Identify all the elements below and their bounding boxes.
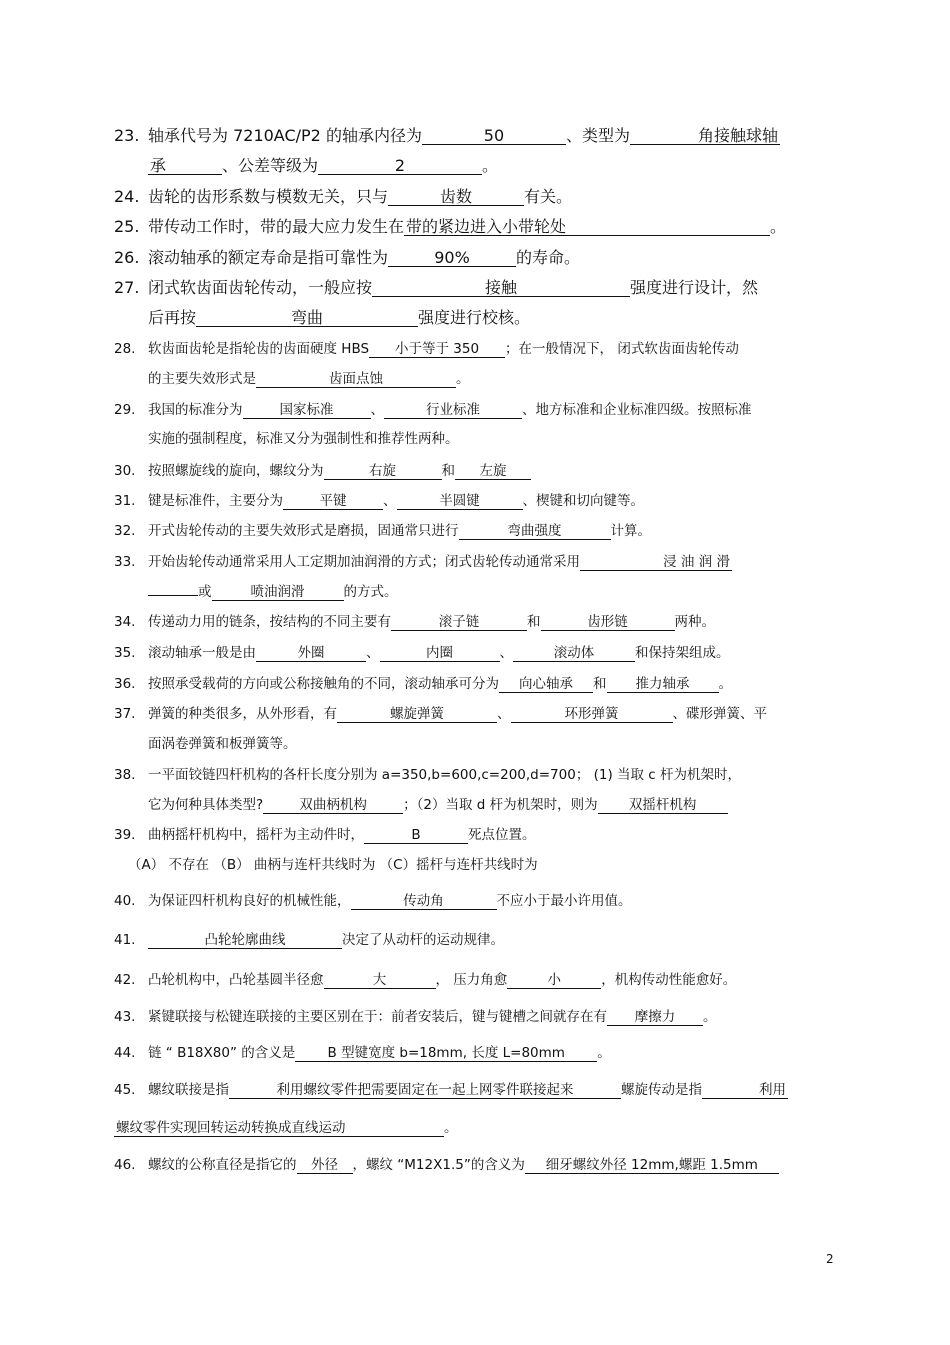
question-number: 46. bbox=[114, 1157, 136, 1173]
question-text: 的主要失效形式是 bbox=[148, 371, 256, 387]
question-number: 24. bbox=[114, 187, 140, 206]
question-text: ；在一般情况下， 闭式软齿面齿轮传动 bbox=[505, 341, 739, 357]
question-text: 面涡卷弹簧和板弹簧等。 bbox=[148, 736, 297, 752]
question-26-line-1 bbox=[114, 248, 844, 268]
answer-blank: 齿数 bbox=[388, 189, 524, 206]
question-text: 螺纹的公称直径是指它的 bbox=[148, 1157, 297, 1173]
question-text: 传递动力用的链条，按结构的不同主要有 bbox=[148, 614, 391, 630]
answer-blank: 利用螺纹零件把需要固定在一起上网零件联接起来 bbox=[229, 1082, 621, 1099]
answer-blank: 齿形链 bbox=[541, 614, 675, 631]
question-25-line-1 bbox=[114, 217, 844, 237]
question-42-line-1 bbox=[114, 971, 844, 991]
question-number: 32. bbox=[114, 523, 136, 539]
answer-blank bbox=[148, 595, 198, 596]
answer-blank: 滚子链 bbox=[391, 614, 527, 631]
question-28-line-2 bbox=[148, 370, 878, 390]
question-33-line-1 bbox=[114, 553, 844, 573]
question-text: ，螺纹 “M12X1.5”的含义为 bbox=[352, 1157, 525, 1173]
question-text: 、楔键和切向键等。 bbox=[522, 493, 644, 509]
answer-blank: 90% bbox=[388, 250, 516, 267]
question-34-line-1 bbox=[114, 613, 844, 633]
question-number: 40. bbox=[114, 893, 136, 909]
question-24-line-1 bbox=[114, 187, 844, 207]
question-text: 有关。 bbox=[524, 187, 573, 206]
question-text: 按照承受载荷的方向或公称接触角的不同，滚动轴承可分为 bbox=[148, 676, 499, 692]
answer-blank: 利用 bbox=[702, 1082, 788, 1099]
question-text: 强度进行校核。 bbox=[418, 308, 531, 327]
answer-blank: 小 bbox=[507, 972, 601, 989]
answer-blank: 半圆键 bbox=[397, 493, 523, 510]
question-text: 。 bbox=[456, 371, 470, 387]
question-text: 死点位置。 bbox=[468, 827, 536, 843]
question-text: 齿轮的齿形系数与模数无关，只与 bbox=[148, 187, 389, 206]
question-23-line-1 bbox=[114, 126, 844, 146]
answer-blank: 螺旋弹簧 bbox=[337, 706, 497, 723]
question-text: 。 bbox=[482, 156, 499, 175]
question-text: 的寿命。 bbox=[516, 248, 581, 267]
question-text: 强度进行设计，然 bbox=[630, 278, 759, 297]
answer-blank: 传动角 bbox=[351, 893, 497, 910]
question-text: 、碟形弹簧、平 bbox=[672, 706, 767, 722]
answer-blank: 喷油润滑 bbox=[212, 584, 344, 601]
question-number: 27. bbox=[114, 278, 140, 297]
page-number: 2 bbox=[826, 1252, 834, 1266]
question-text: 我国的标准分为 bbox=[148, 402, 243, 418]
question-28-line-1 bbox=[114, 340, 844, 360]
question-number: 43. bbox=[114, 1009, 136, 1025]
question-text: 、 bbox=[366, 645, 380, 661]
question-text: 开始齿轮传动通常采用人工定期加油润滑的方式；闭式齿轮传动通常采用 bbox=[148, 554, 580, 570]
answer-blank: 接触 bbox=[372, 280, 630, 297]
q45-cont-tail: 。 bbox=[444, 1120, 458, 1136]
question-text: ；（2）当取 d 杆为机架时，则为 bbox=[403, 797, 598, 813]
question-text: 为保证四杆机构良好的机械性能， bbox=[148, 893, 351, 909]
question-text: 、 bbox=[499, 645, 513, 661]
question-40-line-1 bbox=[114, 892, 844, 912]
question-45-line-1 bbox=[114, 1081, 844, 1101]
question-number: 45. bbox=[114, 1082, 136, 1098]
question-36-line-1 bbox=[114, 675, 844, 695]
question-text: 轴承代号为 7210AC/P2 的轴承内径为 bbox=[148, 126, 422, 145]
answer-blank: 向心轴承 bbox=[499, 676, 593, 693]
question-29-line-1 bbox=[114, 401, 844, 421]
answer-blank: 摩擦力 bbox=[607, 1009, 703, 1026]
question-32-line-1 bbox=[114, 522, 844, 542]
answer-blank: 弯曲强度 bbox=[459, 523, 611, 540]
question-text: 软齿面齿轮是指轮齿的齿面硬度 HBS bbox=[148, 341, 370, 357]
question-38-line-1 bbox=[114, 766, 844, 786]
question-text: 和 bbox=[441, 463, 455, 479]
question-text: ，机构传动性能愈好。 bbox=[601, 972, 737, 988]
question-number: 44. bbox=[114, 1045, 136, 1061]
question-text: 不应小于最小许用值。 bbox=[496, 893, 632, 909]
question-text: 曲柄摇杆机构中，摇杆为主动件时， bbox=[148, 827, 364, 843]
answer-blank: 滚动体 bbox=[513, 645, 635, 662]
question-27-line-2 bbox=[148, 308, 878, 328]
question-number: 28. bbox=[114, 341, 136, 357]
question-text: 、 bbox=[497, 706, 511, 722]
question-number: 30. bbox=[114, 463, 136, 479]
question-text: 决定了从动杆的运动规律。 bbox=[342, 932, 504, 948]
question-number: 23. bbox=[114, 126, 140, 145]
question-37-line-1 bbox=[114, 705, 844, 725]
question-number: 25. bbox=[114, 217, 140, 236]
question-text: 闭式软齿面齿轮传动，一般应按 bbox=[148, 278, 373, 297]
question-text: 滚动轴承的额定寿命是指可靠性为 bbox=[148, 248, 389, 267]
answer-blank: 推力轴承 bbox=[607, 676, 719, 693]
question-number: 39. bbox=[114, 827, 136, 843]
question-text: 、公差等级为 bbox=[222, 156, 319, 175]
question-46-line-1 bbox=[114, 1156, 844, 1176]
answer-blank: 凸轮轮廓曲线 bbox=[148, 932, 342, 949]
answer-blank: 环形弹簧 bbox=[511, 706, 673, 723]
question-text: 开式齿轮传动的主要失效形式是磨损，固通常只进行 bbox=[148, 523, 459, 539]
answer-blank: 左旋 bbox=[455, 463, 531, 480]
question-number: 31. bbox=[114, 493, 136, 509]
question-38-line-2 bbox=[148, 796, 878, 816]
answer-blank: 小于等于 350 bbox=[369, 341, 505, 358]
answer-blank: 带的紧边进入小带轮处 bbox=[404, 219, 770, 236]
question-text: 凸轮机构中，凸轮基圆半径愈 bbox=[148, 972, 324, 988]
question-text: 滚动轴承一般是由 bbox=[148, 645, 256, 661]
answer-blank: 角接触球轴 bbox=[630, 128, 780, 145]
question-text: 和保持架组成。 bbox=[635, 645, 730, 661]
question-text: 。 bbox=[597, 1045, 611, 1061]
question-29-line-2 bbox=[148, 430, 878, 450]
question-text: 带传动工作时，带的最大应力发生在 bbox=[148, 217, 405, 236]
question-text: ， 压力角愈 bbox=[435, 972, 508, 988]
question-text: 和 bbox=[593, 676, 607, 692]
question-text: 它为何种具体类型? bbox=[148, 797, 264, 813]
question-text: 。 bbox=[770, 217, 787, 236]
question-number: 36. bbox=[114, 676, 136, 692]
question-text: 弹簧的种类很多，从外形看，有 bbox=[148, 706, 337, 722]
question-35-line-1 bbox=[114, 644, 844, 664]
question-30-line-1 bbox=[114, 462, 844, 482]
question-number: 29. bbox=[114, 402, 136, 418]
question-number: 34. bbox=[114, 614, 136, 630]
answer-blank: 大 bbox=[324, 972, 436, 989]
q45-continuation bbox=[114, 1119, 844, 1139]
question-text: 的方式。 bbox=[343, 584, 398, 600]
question-text: 紧键联接与松键连联接的主要区别在于：前者安装后，键与键槽之间就存在有 bbox=[148, 1009, 607, 1025]
question-41-line-1 bbox=[114, 931, 844, 951]
question-text: 实施的强制程度，标准又分为强制性和推荐性两种。 bbox=[148, 431, 459, 447]
question-23-line-2 bbox=[148, 156, 878, 176]
question-text: 两种。 bbox=[674, 614, 715, 630]
question-text: 螺旋传动是指 bbox=[621, 1082, 702, 1098]
question-text: 计算。 bbox=[610, 523, 651, 539]
answer-blank: 右旋 bbox=[324, 463, 442, 480]
question-text: 一平面铰链四杆机构的各杆长度分别为 a=350,b=600,c=200,d=700； (1) 当取 c 杆为机架时， bbox=[148, 767, 742, 783]
answer-blank: 双摇杆机构 bbox=[598, 797, 728, 814]
answer-blank: 国家标准 bbox=[243, 402, 371, 419]
answer-blank: 外圈 bbox=[256, 645, 366, 662]
answer-blank: 行业标准 bbox=[384, 402, 522, 419]
question-text: 。 bbox=[718, 676, 732, 692]
question-text: 和 bbox=[527, 614, 541, 630]
answer-blank: 螺纹零件实现回转运动转换成直线运动 bbox=[114, 1120, 444, 1137]
question-number: 33. bbox=[114, 554, 136, 570]
answer-blank: B bbox=[364, 827, 468, 844]
answer-blank: 承 bbox=[148, 158, 222, 175]
answer-blank: 弯曲 bbox=[196, 310, 418, 327]
answer-blank: B 型键宽度 b=18mm, 长度 L=80mm bbox=[295, 1045, 597, 1062]
question-number: 35. bbox=[114, 645, 136, 661]
question-text: 键是标准件，主要分为 bbox=[148, 493, 283, 509]
q39-options: （A） 不存在 （B） 曲柄与连杆共线时为 （C）摇杆与连杆共线时为 bbox=[128, 857, 538, 873]
answer-blank: 2 bbox=[318, 158, 482, 175]
answer-blank: 细牙螺纹外径 12mm,螺距 1.5mm bbox=[525, 1157, 779, 1174]
question-number: 42. bbox=[114, 972, 136, 988]
answer-blank: 齿面点蚀 bbox=[256, 371, 456, 388]
question-number: 41. bbox=[114, 932, 136, 948]
answer-blank: 浸 油 润 滑 bbox=[580, 554, 732, 571]
question-33-line-2 bbox=[148, 583, 878, 603]
question-text: 、类型为 bbox=[565, 126, 630, 145]
question-text: 、地方标准和企业标准四级。按照标准 bbox=[522, 402, 752, 418]
question-text: 、 bbox=[370, 402, 384, 418]
question-number: 37. bbox=[114, 706, 136, 722]
question-number: 26. bbox=[114, 248, 140, 267]
question-31-line-1 bbox=[114, 492, 844, 512]
answer-blank: 内圈 bbox=[380, 645, 500, 662]
question-text: 螺纹联接是指 bbox=[148, 1082, 229, 1098]
question-39-line-1 bbox=[114, 826, 844, 846]
question-44-line-1 bbox=[114, 1044, 844, 1064]
question-text: 或 bbox=[198, 584, 212, 600]
answer-blank: 双曲柄机构 bbox=[263, 797, 403, 814]
answer-blank: 50 bbox=[422, 128, 566, 145]
question-text: 按照螺旋线的旋向，螺纹分为 bbox=[148, 463, 324, 479]
question-text: 、 bbox=[383, 493, 397, 509]
question-text: 。 bbox=[703, 1009, 717, 1025]
question-text: 后再按 bbox=[148, 308, 197, 327]
question-43-line-1 bbox=[114, 1008, 844, 1028]
answer-blank: 外径 bbox=[297, 1157, 353, 1174]
question-number: 38. bbox=[114, 767, 136, 783]
question-37-line-2 bbox=[148, 735, 878, 755]
question-27-line-1 bbox=[114, 278, 844, 298]
answer-blank: 平键 bbox=[283, 493, 383, 510]
question-text: 链 “ B18X80” 的含义是 bbox=[148, 1045, 296, 1061]
